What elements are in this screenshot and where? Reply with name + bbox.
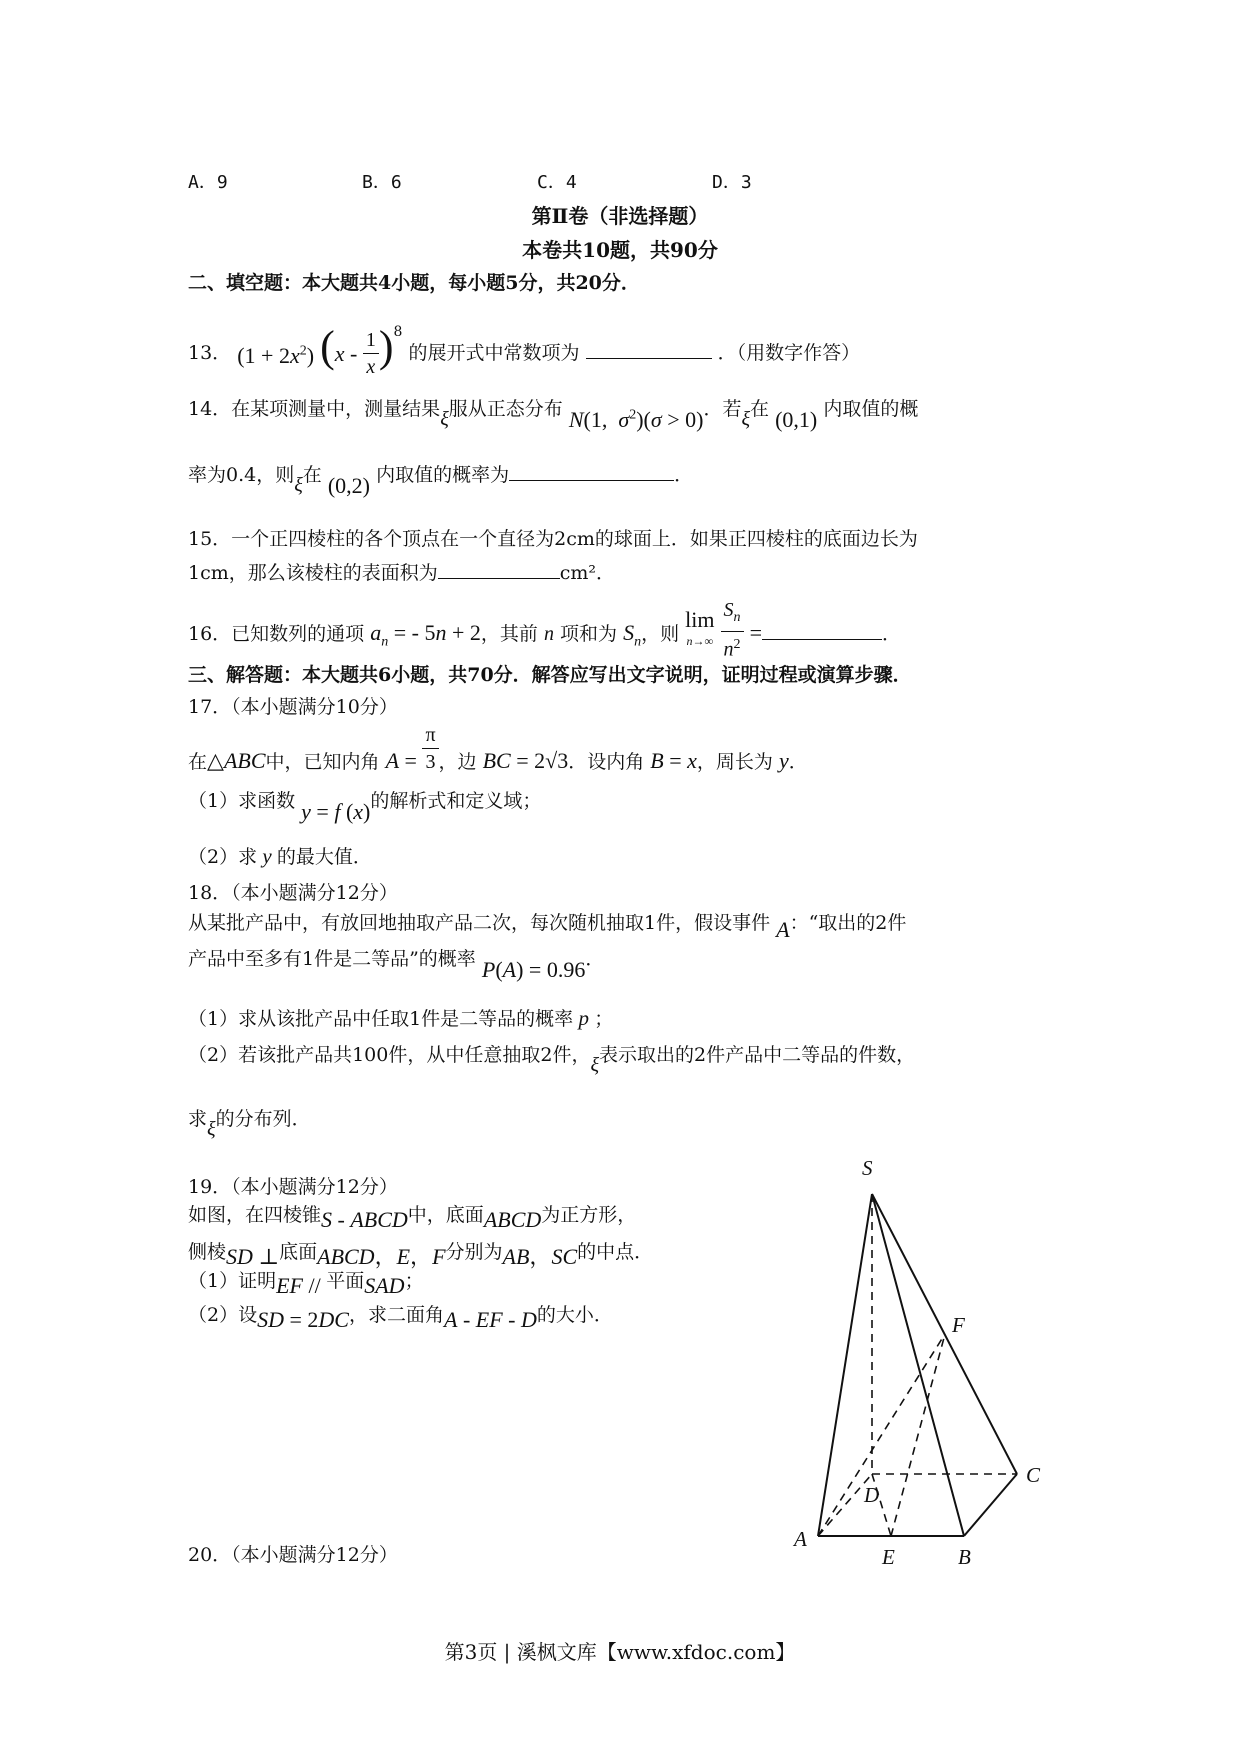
q19-text-l2a: 侧棱 xyxy=(188,1241,227,1263)
q14-answer-blank xyxy=(509,462,674,481)
q13-tail: ．（用数字作答） xyxy=(717,342,861,364)
label-C: C xyxy=(1026,1463,1041,1487)
q19-part2: （2）设SD = 2DC，求二面角A - EF - D的大小． xyxy=(188,1304,613,1332)
q18-line2: 产品中至多有1件是二等品”的概率 P(A) = 0.96． xyxy=(188,948,605,982)
q16-text-d: ，则 xyxy=(641,622,680,645)
q16-fraction: $\frac{S_n}{n^2}$ xyxy=(721,597,744,663)
q16-text-b: ，其前 xyxy=(480,622,538,645)
q16-text-c: 项和为 xyxy=(560,622,618,645)
q14-text-c: ．若 xyxy=(703,398,742,420)
q19-p2-text-a: （2）设 xyxy=(188,1304,258,1326)
q19-text-l1b: 中，底面 xyxy=(407,1204,484,1226)
q16-formula: $a_n$ = - 5n + 2 xyxy=(370,619,481,650)
question-15-line1: 15．一个正四棱柱的各个顶点在一个直径为2cm的球面上．如果正四棱柱的底面边长为 xyxy=(188,528,918,550)
q18-xi-2: ξ xyxy=(207,1118,216,1140)
q14-distribution: N(1, $\sigma^2)(\sigma > 0)$ xyxy=(568,407,704,432)
q19-header: 19．（本小题满分12分） xyxy=(188,1176,398,1198)
q17-p2-text-a: （2）求 xyxy=(188,846,258,868)
q14-text-l2d: ． xyxy=(674,464,694,486)
pyramid-figure xyxy=(780,1150,1070,1570)
q17-text-c: ，边 xyxy=(438,750,477,773)
q13-paren-left: ( xyxy=(320,322,335,371)
label-D: D xyxy=(864,1483,880,1507)
edge-BC xyxy=(964,1474,1017,1536)
q19-line1: 如图，在四棱锥S - ABCD中，底面ABCD为正方形， xyxy=(188,1204,637,1232)
q14-interval-02: (0,2) xyxy=(327,473,371,498)
section3-header: 三、解答题：本大题共6小题，共70分．解答应写出文字说明，证明过程或演算步骤． xyxy=(188,664,912,686)
question-14-line1 xyxy=(188,394,919,432)
q17-p2-text-b: 的最大值． xyxy=(276,846,372,868)
q18-p3-text-b: 的分布列． xyxy=(215,1108,311,1130)
q19-p1-text-c: ； xyxy=(404,1270,424,1292)
q14-xi: ξ xyxy=(440,408,449,430)
q17-statement: 在△ABC中，已知内角 A = $\frac{\pi}{3}$ ，边 BC = 2√3．设内角 B = x，周长为 y． xyxy=(188,724,808,773)
choice-c: C．4 xyxy=(537,172,577,193)
q17-text-e: ，周长为 xyxy=(696,750,773,773)
q18-text-l1b: ：“取出的2件 xyxy=(789,912,907,934)
q19-p2-text-b: ，求二面角 xyxy=(348,1304,444,1326)
question-13: 13． $(1 + 2x^2)$ (x - $\frac{1}{x}$ )$^8$ 的展开式中常数项为 ．（用数字作答） xyxy=(188,322,861,378)
q14-text-e: 内取值的概 xyxy=(823,398,919,420)
q17-p1-text-b: 的解析式和定义域； xyxy=(370,790,542,812)
question-16: 16．已知数列的通项 $a_n$ = - 5n + 2，其前 n 项和为 $S_n$，则 lim n→∞ $\frac{S_n}{n^2}$ = ． xyxy=(188,599,901,661)
q17-part1: （1）求函数 y = f (x)的解析式和定义域； xyxy=(188,790,542,824)
q18-header: 18．（本小题满分12分） xyxy=(188,882,398,904)
q16-limit: lim n→∞ xyxy=(685,607,715,649)
q18-p2-text-a: （2）若该批产品共100件，从中任意抽取2件， xyxy=(188,1044,591,1066)
label-F: F xyxy=(952,1313,965,1337)
question-15-line2 xyxy=(188,558,615,585)
q19-p1-text-a: （1）证明 xyxy=(188,1270,277,1292)
q17-angle-fraction: $\frac{\pi}{3}$ xyxy=(422,722,438,775)
q16-text-a: 16．已知数列的通项 xyxy=(188,622,365,645)
q19-text-l2d: 的中点． xyxy=(577,1241,654,1263)
q19-text-l1c: 为正方形， xyxy=(541,1204,637,1226)
q18-text-l1a: 从某批产品中，有放回地抽取产品二次，每次随机抽取1件，假设事件 xyxy=(188,912,771,934)
q14-interval-01: (0,1) xyxy=(775,407,818,432)
q17-part2: （2）求 y 的最大值． xyxy=(188,844,372,868)
q13-number: 13． xyxy=(188,342,232,364)
q18-p3-text-a: 求 xyxy=(188,1108,208,1130)
q19-text-l2c: 分别为 xyxy=(445,1241,503,1263)
section2-header: 二、填空题：本大题共4小题，每小题5分，共20分． xyxy=(188,272,640,294)
choice-b: B．6 xyxy=(362,172,402,193)
label-B: B xyxy=(958,1545,971,1569)
q18-p1-text-a: （1）求从该批产品中任取1件是二等品的概率 xyxy=(188,1008,574,1030)
q14-text-l2b: 在 xyxy=(302,464,322,486)
q16-text-e: ． xyxy=(881,622,901,645)
q14-xi-3: ξ xyxy=(294,474,303,496)
q14-text-a: 14．在某项测量中，测量结果 xyxy=(188,398,441,420)
q13-expression: $(1 + 2x^2)$ xyxy=(237,343,315,368)
q13-fraction: $\frac{1}{x}$ xyxy=(363,327,379,380)
q17-p1-text-a: （1）求函数 xyxy=(188,790,296,812)
q17-header: 17．（本小题满分10分） xyxy=(188,696,398,718)
choice-d: D．3 xyxy=(712,172,752,193)
q18-line1: 从某批产品中，有放回地抽取产品二次，每次随机抽取1件，假设事件 A：“取出的2件 xyxy=(188,912,907,942)
q18-text-l2b: ． xyxy=(585,948,605,970)
q19-p2-text-c: 的大小． xyxy=(536,1304,613,1326)
choice-a: A．9 xyxy=(188,172,228,193)
q20-header: 20．（本小题满分12分） xyxy=(188,1544,398,1566)
q14-text-b: 服从正态分布 xyxy=(448,398,563,420)
q19-text-l1a: 如图，在四棱锥 xyxy=(188,1204,322,1226)
q13-answer-blank xyxy=(586,340,712,359)
q14-xi-2: ξ xyxy=(741,408,751,430)
q18-p1-text-b: ； xyxy=(594,1008,614,1030)
q18-p2-text-b: 表示取出的2件产品中二等品的件数， xyxy=(599,1044,916,1066)
part2-title: 第Ⅱ卷（非选择题） xyxy=(531,204,709,228)
q16-answer-blank xyxy=(762,621,882,640)
page-footer: 第3页 | 溪枫文库【www.xfdoc.com】 xyxy=(444,1640,796,1664)
q13-text: 的展开式中常数项为 xyxy=(408,342,580,364)
q15-text-b: cm²． xyxy=(559,562,616,584)
q17-text-d: ．设内角 xyxy=(568,750,645,773)
q19-text-l2b: 底面 xyxy=(279,1241,318,1263)
q14-text-l2c: 内取值的概率为 xyxy=(376,464,510,486)
q19-p1-text-b: 平面 xyxy=(326,1270,365,1292)
label-S: S xyxy=(862,1156,873,1180)
q19-line2: 侧棱SD ⊥底面ABCD，E，F分别为AB，SC的中点． xyxy=(188,1241,654,1269)
q15-answer-blank xyxy=(438,560,560,579)
q15-text-a: 1cm，那么该棱柱的表面积为 xyxy=(188,562,438,584)
q18-part2 xyxy=(188,1040,916,1076)
question-14-line2 xyxy=(188,460,694,498)
q18-text-l2a: 产品中至多有1件是二等品”的概率 xyxy=(188,948,476,970)
part2-subtitle: 本卷共10题，共90分 xyxy=(522,238,718,262)
edge-SB xyxy=(872,1194,964,1536)
q14-text-d: 在 xyxy=(750,398,770,420)
q18-xi: ξ xyxy=(590,1054,600,1076)
label-A: A xyxy=(794,1527,807,1551)
q17-text-a: 在 xyxy=(188,750,208,773)
q19-part1: （1）证明EF // 平面SAD； xyxy=(188,1270,424,1298)
q18-part3 xyxy=(188,1104,311,1140)
q17-text-b: 中，已知内角 xyxy=(265,750,380,773)
q14-text-l2a: 率为0.4，则 xyxy=(188,464,295,486)
label-E: E xyxy=(882,1545,895,1569)
q18-part1: （1）求从该批产品中任取1件是二等品的概率 p ； xyxy=(188,1006,614,1030)
